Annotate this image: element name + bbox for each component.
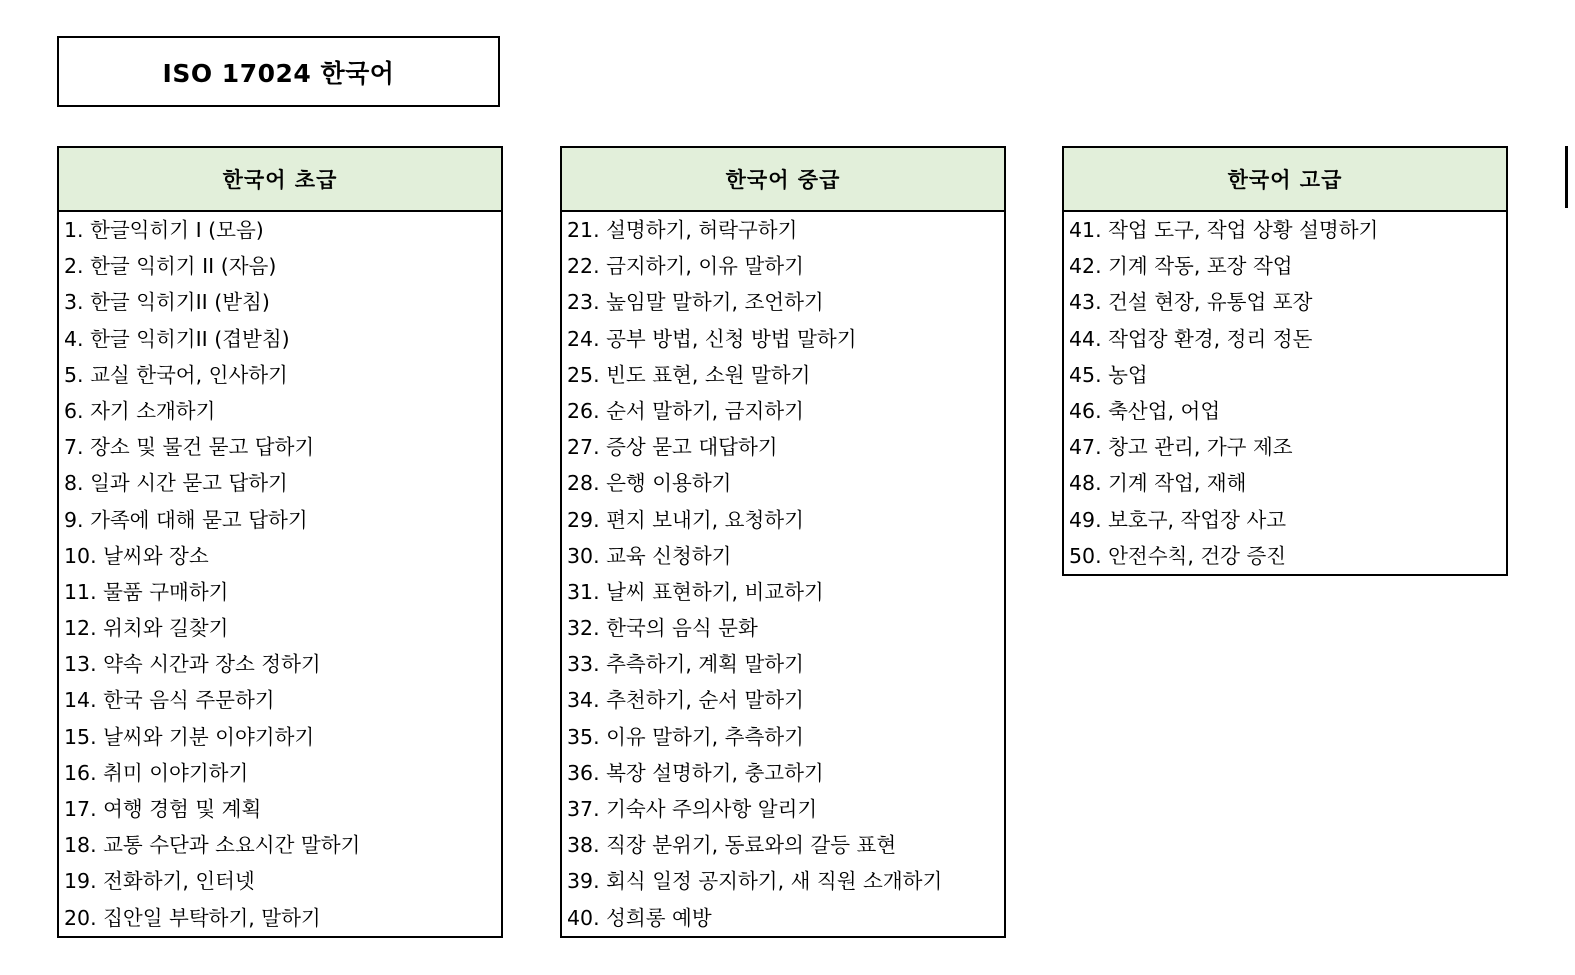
curriculum-item: 12. 위치와 길찾기 bbox=[64, 616, 229, 641]
curriculum-item: 37. 기숙사 주의사항 알리기 bbox=[567, 797, 818, 821]
curriculum-item: 21. 설명하기, 허락구하기 bbox=[567, 218, 798, 242]
advanced-item-list bbox=[1064, 212, 1506, 574]
curriculum-item: 1. 한글익히기 I (모음) bbox=[64, 218, 264, 242]
curriculum-item: 35. 이유 말하기, 추측하기 bbox=[567, 724, 804, 749]
curriculum-item: 7. 장소 및 물건 묻고 답하기 bbox=[64, 435, 315, 460]
curriculum-item: 19. 전화하기, 인터넷 bbox=[64, 869, 255, 894]
curriculum-item: 40. 성희롱 예방 bbox=[567, 905, 712, 930]
curriculum-item: 16. 취미 이야기하기 bbox=[64, 760, 249, 785]
curriculum-item: 50. 안전수칙, 건강 증진 bbox=[1069, 543, 1287, 568]
curriculum-item: 33. 추측하기, 계획 말하기 bbox=[567, 652, 804, 677]
beginner-item-list bbox=[59, 212, 501, 936]
curriculum-item: 48. 기계 작업, 재해 bbox=[1069, 471, 1247, 496]
advanced-level-header: 한국어 고급 bbox=[1064, 148, 1506, 212]
curriculum-item: 15. 날씨와 기분 이야기하기 bbox=[64, 724, 315, 749]
curriculum-item: 32. 한국의 음식 문화 bbox=[567, 616, 758, 641]
curriculum-item: 5. 교실 한국어, 인사하기 bbox=[64, 362, 288, 387]
curriculum-item: 41. 작업 도구, 작업 상황 설명하기 bbox=[1069, 218, 1379, 242]
curriculum-item: 46. 축산업, 어업 bbox=[1069, 398, 1221, 423]
document-title: ISO 17024 한국어 bbox=[57, 36, 500, 107]
curriculum-item: 18. 교통 수단과 소요시간 말하기 bbox=[64, 833, 361, 858]
curriculum-item: 44. 작업장 환경, 정리 정돈 bbox=[1069, 326, 1313, 351]
curriculum-item: 22. 금지하기, 이유 말하기 bbox=[567, 254, 804, 279]
curriculum-item: 27. 증상 묻고 대답하기 bbox=[567, 435, 778, 460]
curriculum-item: 17. 여행 경험 및 계획 bbox=[64, 797, 262, 821]
curriculum-item: 26. 순서 말하기, 금지하기 bbox=[567, 398, 804, 423]
curriculum-item: 10. 날씨와 장소 bbox=[64, 543, 209, 568]
curriculum-item: 8. 일과 시간 묻고 답하기 bbox=[64, 471, 288, 496]
curriculum-item: 30. 교육 신청하기 bbox=[567, 543, 732, 568]
curriculum-item: 31. 날씨 표현하기, 비교하기 bbox=[567, 579, 824, 604]
curriculum-item: 2. 한글 익히기 II (자음) bbox=[64, 254, 277, 279]
beginner-level-header: 한국어 초급 bbox=[59, 148, 501, 212]
intermediate-level-table bbox=[560, 146, 1006, 938]
curriculum-item: 47. 창고 관리, 가구 제조 bbox=[1069, 435, 1293, 460]
curriculum-item: 49. 보호구, 작업장 사고 bbox=[1069, 507, 1287, 532]
cropped-border-edge bbox=[1565, 146, 1568, 208]
curriculum-item: 4. 한글 익히기II (겹받침) bbox=[64, 326, 290, 351]
curriculum-item: 13. 약속 시간과 장소 정하기 bbox=[64, 652, 321, 677]
curriculum-item: 45. 농업 bbox=[1069, 362, 1148, 387]
curriculum-item: 9. 가족에 대해 묻고 답하기 bbox=[64, 507, 308, 532]
curriculum-item: 20. 집안일 부탁하기, 말하기 bbox=[64, 905, 321, 930]
curriculum-item: 23. 높임말 말하기, 조언하기 bbox=[567, 290, 824, 315]
curriculum-item: 24. 공부 방법, 신청 방법 말하기 bbox=[567, 326, 857, 351]
curriculum-item: 11. 물품 구매하기 bbox=[64, 579, 229, 604]
curriculum-item: 42. 기계 작동, 포장 작업 bbox=[1069, 254, 1293, 279]
curriculum-item: 39. 회식 일정 공지하기, 새 직원 소개하기 bbox=[567, 869, 943, 894]
intermediate-item-list bbox=[562, 212, 1004, 936]
curriculum-item: 25. 빈도 표현, 소원 말하기 bbox=[567, 362, 811, 387]
curriculum-item: 36. 복장 설명하기, 충고하기 bbox=[567, 760, 824, 785]
curriculum-item: 28. 은행 이용하기 bbox=[567, 471, 732, 496]
beginner-level-table bbox=[57, 146, 503, 938]
curriculum-item: 38. 직장 분위기, 동료와의 갈등 표현 bbox=[567, 833, 897, 858]
curriculum-item: 14. 한국 음식 주문하기 bbox=[64, 688, 275, 713]
advanced-level-table bbox=[1062, 146, 1508, 576]
curriculum-item: 29. 편지 보내기, 요청하기 bbox=[567, 507, 804, 532]
curriculum-item: 34. 추천하기, 순서 말하기 bbox=[567, 688, 804, 713]
curriculum-item: 3. 한글 익히기II (받침) bbox=[64, 290, 270, 315]
curriculum-item: 43. 건설 현장, 유통업 포장 bbox=[1069, 290, 1313, 315]
curriculum-item: 6. 자기 소개하기 bbox=[64, 398, 216, 423]
intermediate-level-header: 한국어 중급 bbox=[562, 148, 1004, 212]
